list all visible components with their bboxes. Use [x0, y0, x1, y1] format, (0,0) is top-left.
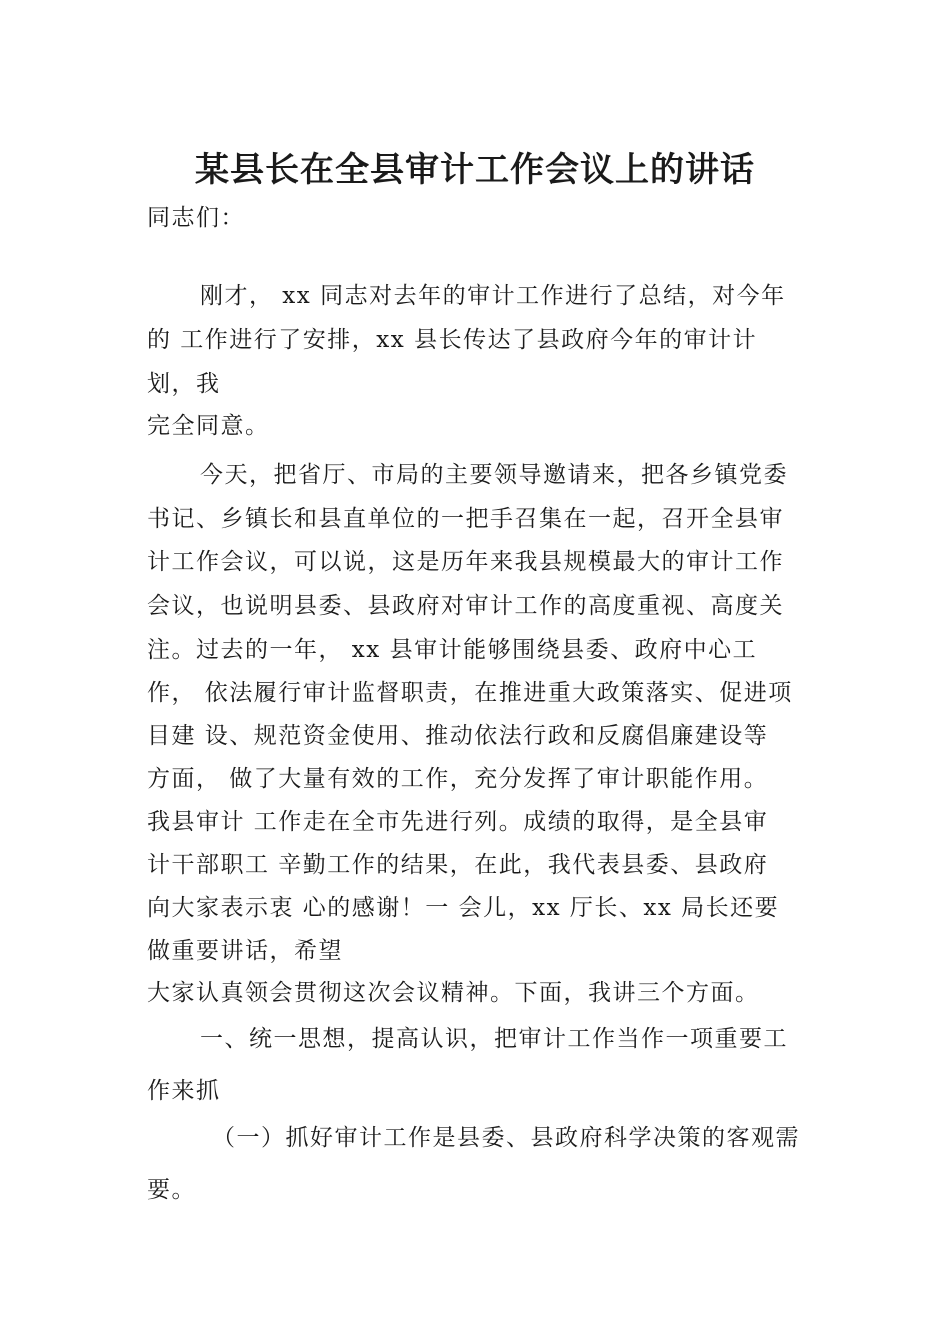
paragraph-line: 划，我	[147, 371, 221, 397]
paragraph-line: 注。过去的一年， xx 县审计能够围绕县委、政府中心工	[147, 637, 758, 663]
paragraph-line: 会议，也说明县委、县政府对审计工作的高度重视、高度关	[147, 593, 784, 619]
paragraph-line: 做重要讲话，希望	[147, 938, 343, 964]
paragraph-line: 计干部职工 辛勤工作的结果，在此，我代表县委、县政府	[147, 852, 769, 878]
section-heading: 作来抓	[147, 1078, 221, 1104]
document-title: 某县长在全县审计工作会议上的讲话	[195, 150, 755, 190]
paragraph-line: 完全同意。	[147, 413, 270, 439]
salutation: 同志们：	[147, 205, 245, 231]
paragraph-line: 我县审计 工作走在全市先进行列。成绩的取得，是全县审	[147, 809, 769, 835]
subsection-heading: （一）抓好审计工作是县委、县政府科学决策的客观需	[212, 1125, 800, 1151]
section-heading: 一、统一思想，提高认识，把审计工作当作一项重要工	[200, 1026, 788, 1052]
paragraph-line: 书记、乡镇长和县直单位的一把手召集在一起，召开全县审	[147, 506, 784, 532]
paragraph-line: 目建 设、规范资金使用、推动依法行政和反腐倡廉建设等	[147, 723, 769, 749]
paragraph-line: 今天，把省厅、市局的主要领导邀请来，把各乡镇党委	[200, 462, 788, 488]
paragraph-line: 大家认真领会贯彻这次会议精神。下面，我讲三个方面。	[147, 980, 760, 1006]
paragraph-line: 方面， 做了大量有效的工作，充分发挥了审计职能作用。	[147, 766, 769, 792]
paragraph-line: 计工作会议，可以说，这是历年来我县规模最大的审计工作	[147, 549, 784, 575]
subsection-heading: 要。	[147, 1177, 196, 1203]
paragraph-line: 作， 依法履行审计监督职责，在推进重大政策落实、促进项	[147, 680, 793, 706]
paragraph-line: 刚才， xx 同志对去年的审计工作进行了总结，对今年	[200, 283, 786, 309]
paragraph-line: 向大家表示衷 心的感谢！一 会儿，xx 厅长、xx 局长还要	[147, 895, 780, 921]
paragraph-line: 的 工作进行了安排，xx 县长传达了县政府今年的审计计	[147, 327, 758, 353]
